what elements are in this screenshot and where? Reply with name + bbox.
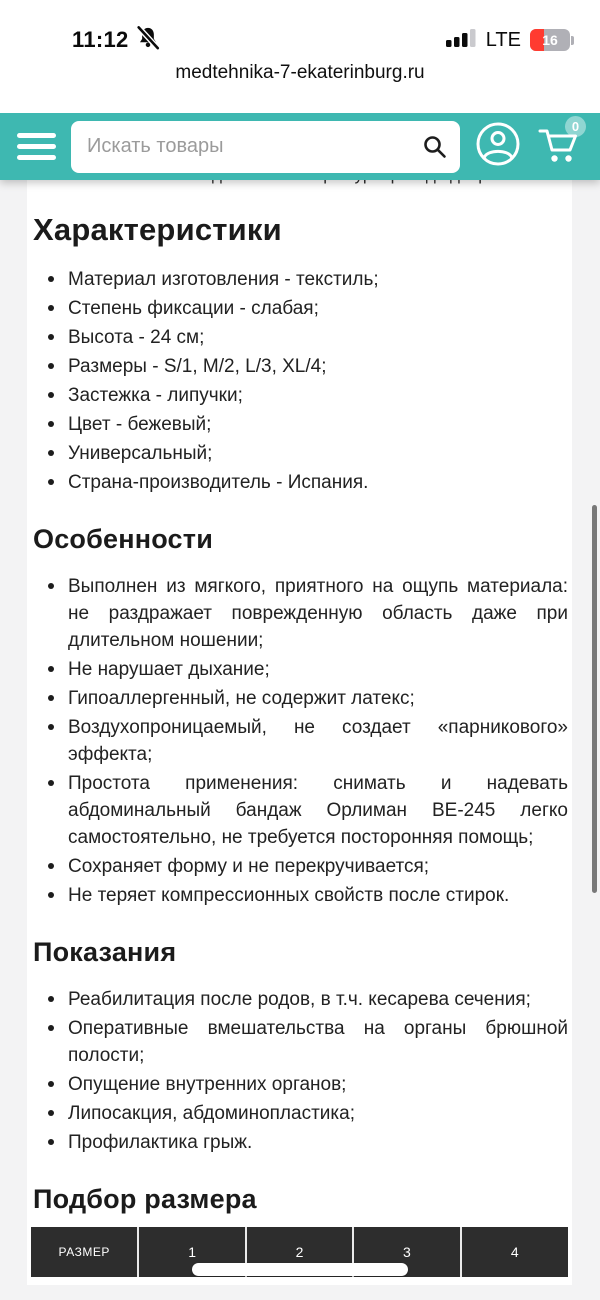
section-title-sizing: Подбор размера bbox=[33, 1184, 257, 1214]
battery-indicator bbox=[530, 29, 574, 51]
list-item: Универсальный; bbox=[31, 440, 568, 467]
size-table-header: 3 bbox=[353, 1227, 460, 1277]
cart-button[interactable] bbox=[536, 119, 582, 171]
ios-status-bar bbox=[0, 0, 600, 60]
size-table-header: 4 bbox=[461, 1227, 568, 1277]
cellular-signal-icon bbox=[446, 28, 477, 53]
list-item: Гипоаллергенный, не содержит латекс; bbox=[31, 685, 568, 712]
list-item: Сохраняет форму и не перекручивается; bbox=[31, 853, 568, 880]
user-account-icon[interactable] bbox=[475, 121, 521, 172]
clock: 11:12 bbox=[72, 27, 129, 52]
list-item: Простота применения: снимать и надевать абдоминальный бандаж Орлиман BE-245 легко самостоятельно, не требуется посторонняя помощь; bbox=[31, 770, 568, 851]
search-box[interactable] bbox=[71, 121, 460, 173]
list-item: Воздухопроницаемый, не создает «парникового» эффекта; bbox=[31, 714, 568, 768]
size-table-header: РАЗМЕР bbox=[31, 1227, 138, 1277]
list-item: Материал изготовления - текстиль; bbox=[31, 266, 568, 293]
list-item: Липосакция, абдоминопластика; bbox=[31, 1100, 568, 1127]
list-item: Опущение внутренних органов; bbox=[31, 1071, 568, 1098]
search-icon[interactable] bbox=[422, 134, 448, 165]
characteristics-list bbox=[31, 266, 568, 496]
bell-slash-icon bbox=[135, 25, 161, 56]
size-table-scroll-area[interactable] bbox=[31, 1227, 568, 1277]
address-bar[interactable]: medtehnika-7-ekaterinburg.ru bbox=[175, 62, 425, 83]
indications-list bbox=[31, 986, 568, 1156]
site-header bbox=[0, 113, 600, 180]
cart-count-badge: 0 bbox=[565, 116, 586, 137]
hamburger-menu-icon[interactable] bbox=[17, 133, 56, 160]
section-title-characteristics: Характеристики bbox=[33, 212, 282, 247]
list-item: Застежка - липучки; bbox=[31, 382, 568, 409]
list-item: Реабилитация после родов, в т.ч. кесарева сечения; bbox=[31, 986, 568, 1013]
section-title-indications: Показания bbox=[33, 937, 177, 967]
list-item: Страна-производитель - Испания. bbox=[31, 469, 568, 496]
section-title-features: Особенности bbox=[33, 524, 213, 554]
vertical-scrollbar-thumb[interactable] bbox=[592, 505, 597, 893]
list-item: Степень фиксации - слабая; bbox=[31, 295, 568, 322]
list-item: Не нарушает дыхание; bbox=[31, 656, 568, 683]
list-item: Размеры - S/1, M/2, L/3, XL/4; bbox=[31, 353, 568, 380]
features-list bbox=[31, 573, 568, 909]
list-item: Высота - 24 см; bbox=[31, 324, 568, 351]
size-table-header: 1 bbox=[138, 1227, 245, 1277]
search-input[interactable] bbox=[71, 121, 460, 173]
list-item: Выполнен из мягкого, приятного на ощупь материала: не раздражает поврежденную область даже при длительном ношении; bbox=[31, 573, 568, 654]
list-item: Не теряет компрессионных свойств после стирок. bbox=[31, 882, 568, 909]
list-item: Профилактика грыж. bbox=[31, 1129, 568, 1156]
network-type-label: LTE bbox=[485, 28, 521, 51]
horizontal-scrollbar-thumb[interactable] bbox=[192, 1263, 408, 1276]
status-and-url-bar bbox=[0, 0, 600, 113]
list-item: Оперативные вмешательства на органы брюшной полости; bbox=[31, 1015, 568, 1069]
list-item: Цвет - бежевый; bbox=[31, 411, 568, 438]
product-description-card bbox=[27, 180, 572, 1285]
size-table-header: 2 bbox=[246, 1227, 353, 1277]
battery-percent: 16 bbox=[542, 32, 558, 48]
